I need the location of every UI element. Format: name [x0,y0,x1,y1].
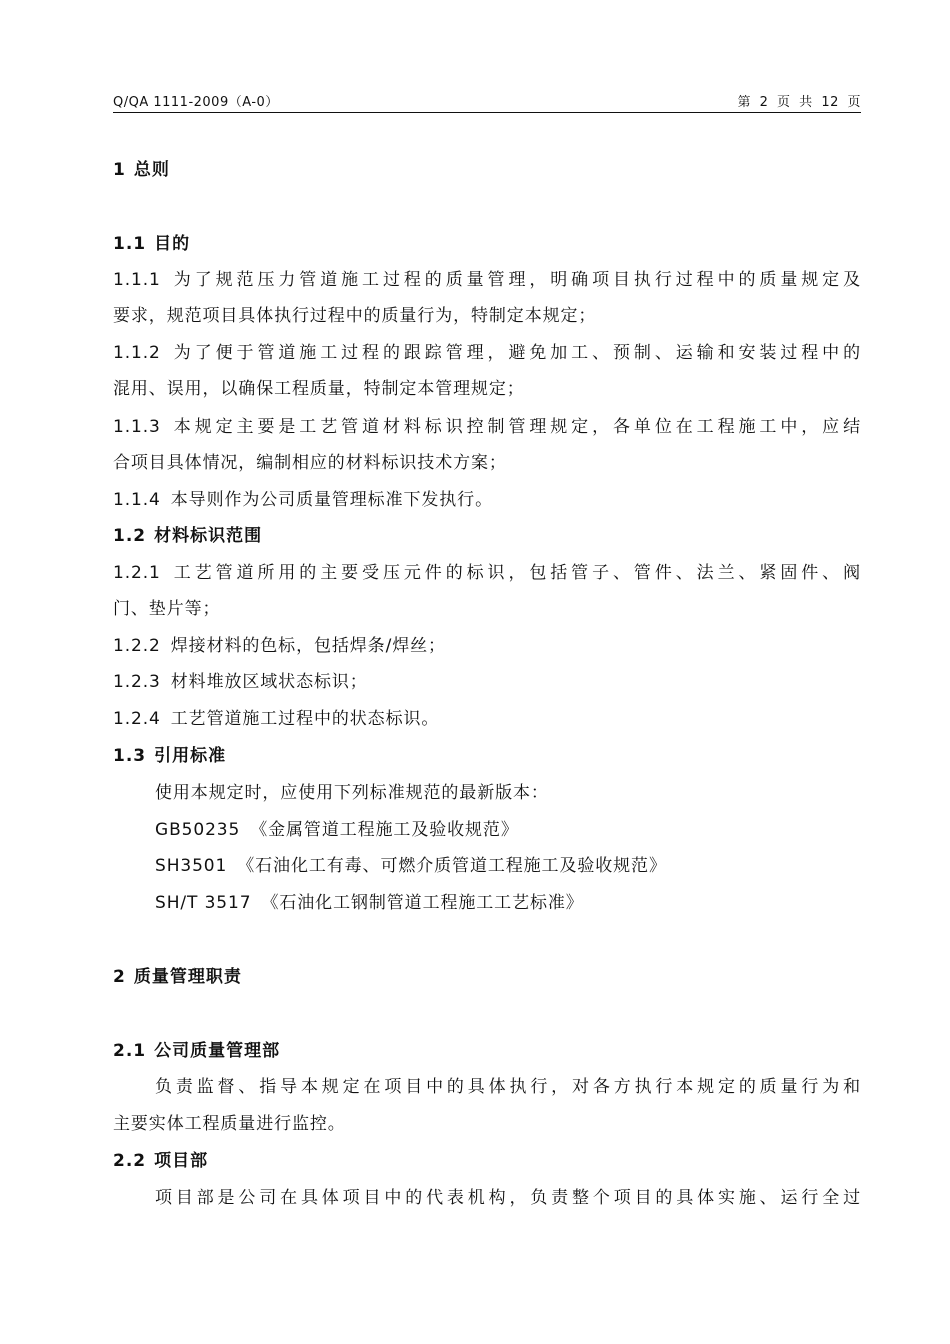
paragraph-line: 负责监督、指导本规定在项目中的具体执行，对各方执行本规定的质量行为和 [155,1077,861,1097]
paragraph-line: 1.1.4 本导则作为公司质量管理标准下发执行。 [113,490,493,510]
paragraph-line: 使用本规定时，应使用下列标准规范的最新版本： [155,783,549,803]
paragraph-line: 项目部是公司在具体项目中的代表机构，负责整个项目的具体实施、运行全过 [155,1188,861,1208]
paragraph-line: 1.2.3 材料堆放区域状态标识； [113,672,368,692]
page-number: 第 2 页 共 12 页 [737,95,861,110]
paragraph-line: 1.1.1 为了规范压力管道施工过程的质量管理，明确项目执行过程中的质量规定及 [113,270,861,290]
subsection-heading: 2.1 公司质量管理部 [113,1041,281,1061]
paragraph-line: 1.1.3 本规定主要是工艺管道材料标识控制管理规定，各单位在工程施工中，应结 [113,417,861,437]
paragraph-line: 1.1.2 为了便于管道施工过程的跟踪管理，避免加工、预制、运输和安装过程中的 [113,343,861,363]
document-code: Q/QA 1111-2009（A-0） [113,95,279,110]
standard-reference: SH/T 3517 《石油化工钢制管道工程施工工艺标准》 [155,893,584,913]
subsection-heading: 1.3 引用标准 [113,746,227,766]
standard-reference: SH3501 《石油化工有毒、可燃介质管道工程施工及验收规范》 [155,856,667,876]
subsection-heading: 2.2 项目部 [113,1151,209,1171]
paragraph-line: 1.2.4 工艺管道施工过程中的状态标识。 [113,709,440,729]
paragraph-line: 混用、误用，以确保工程质量，特制定本管理规定； [113,379,525,399]
paragraph-line: 门、垫片等； [113,599,221,619]
header-rule [113,112,861,113]
subsection-heading: 1.1 目的 [113,234,191,254]
paragraph-line: 1.2.2 焊接材料的色标，包括焊条/焊丝； [113,636,446,656]
paragraph-line: 主要实体工程质量进行监控。 [113,1114,346,1134]
paragraph-line: 1.2.1 工艺管道所用的主要受压元件的标识，包括管子、管件、法兰、紧固件、阀 [113,563,861,583]
paragraph-line: 合项目具体情况，编制相应的材料标识技术方案； [113,453,507,473]
page-header [113,94,861,112]
section-heading: 2 质量管理职责 [113,967,242,987]
standard-reference: GB50235 《金属管道工程施工及验收规范》 [155,820,519,840]
section-heading: 1 总则 [113,160,170,180]
subsection-heading: 1.2 材料标识范围 [113,526,263,546]
paragraph-line: 要求，规范项目具体执行过程中的质量行为，特制定本规定； [113,306,597,326]
